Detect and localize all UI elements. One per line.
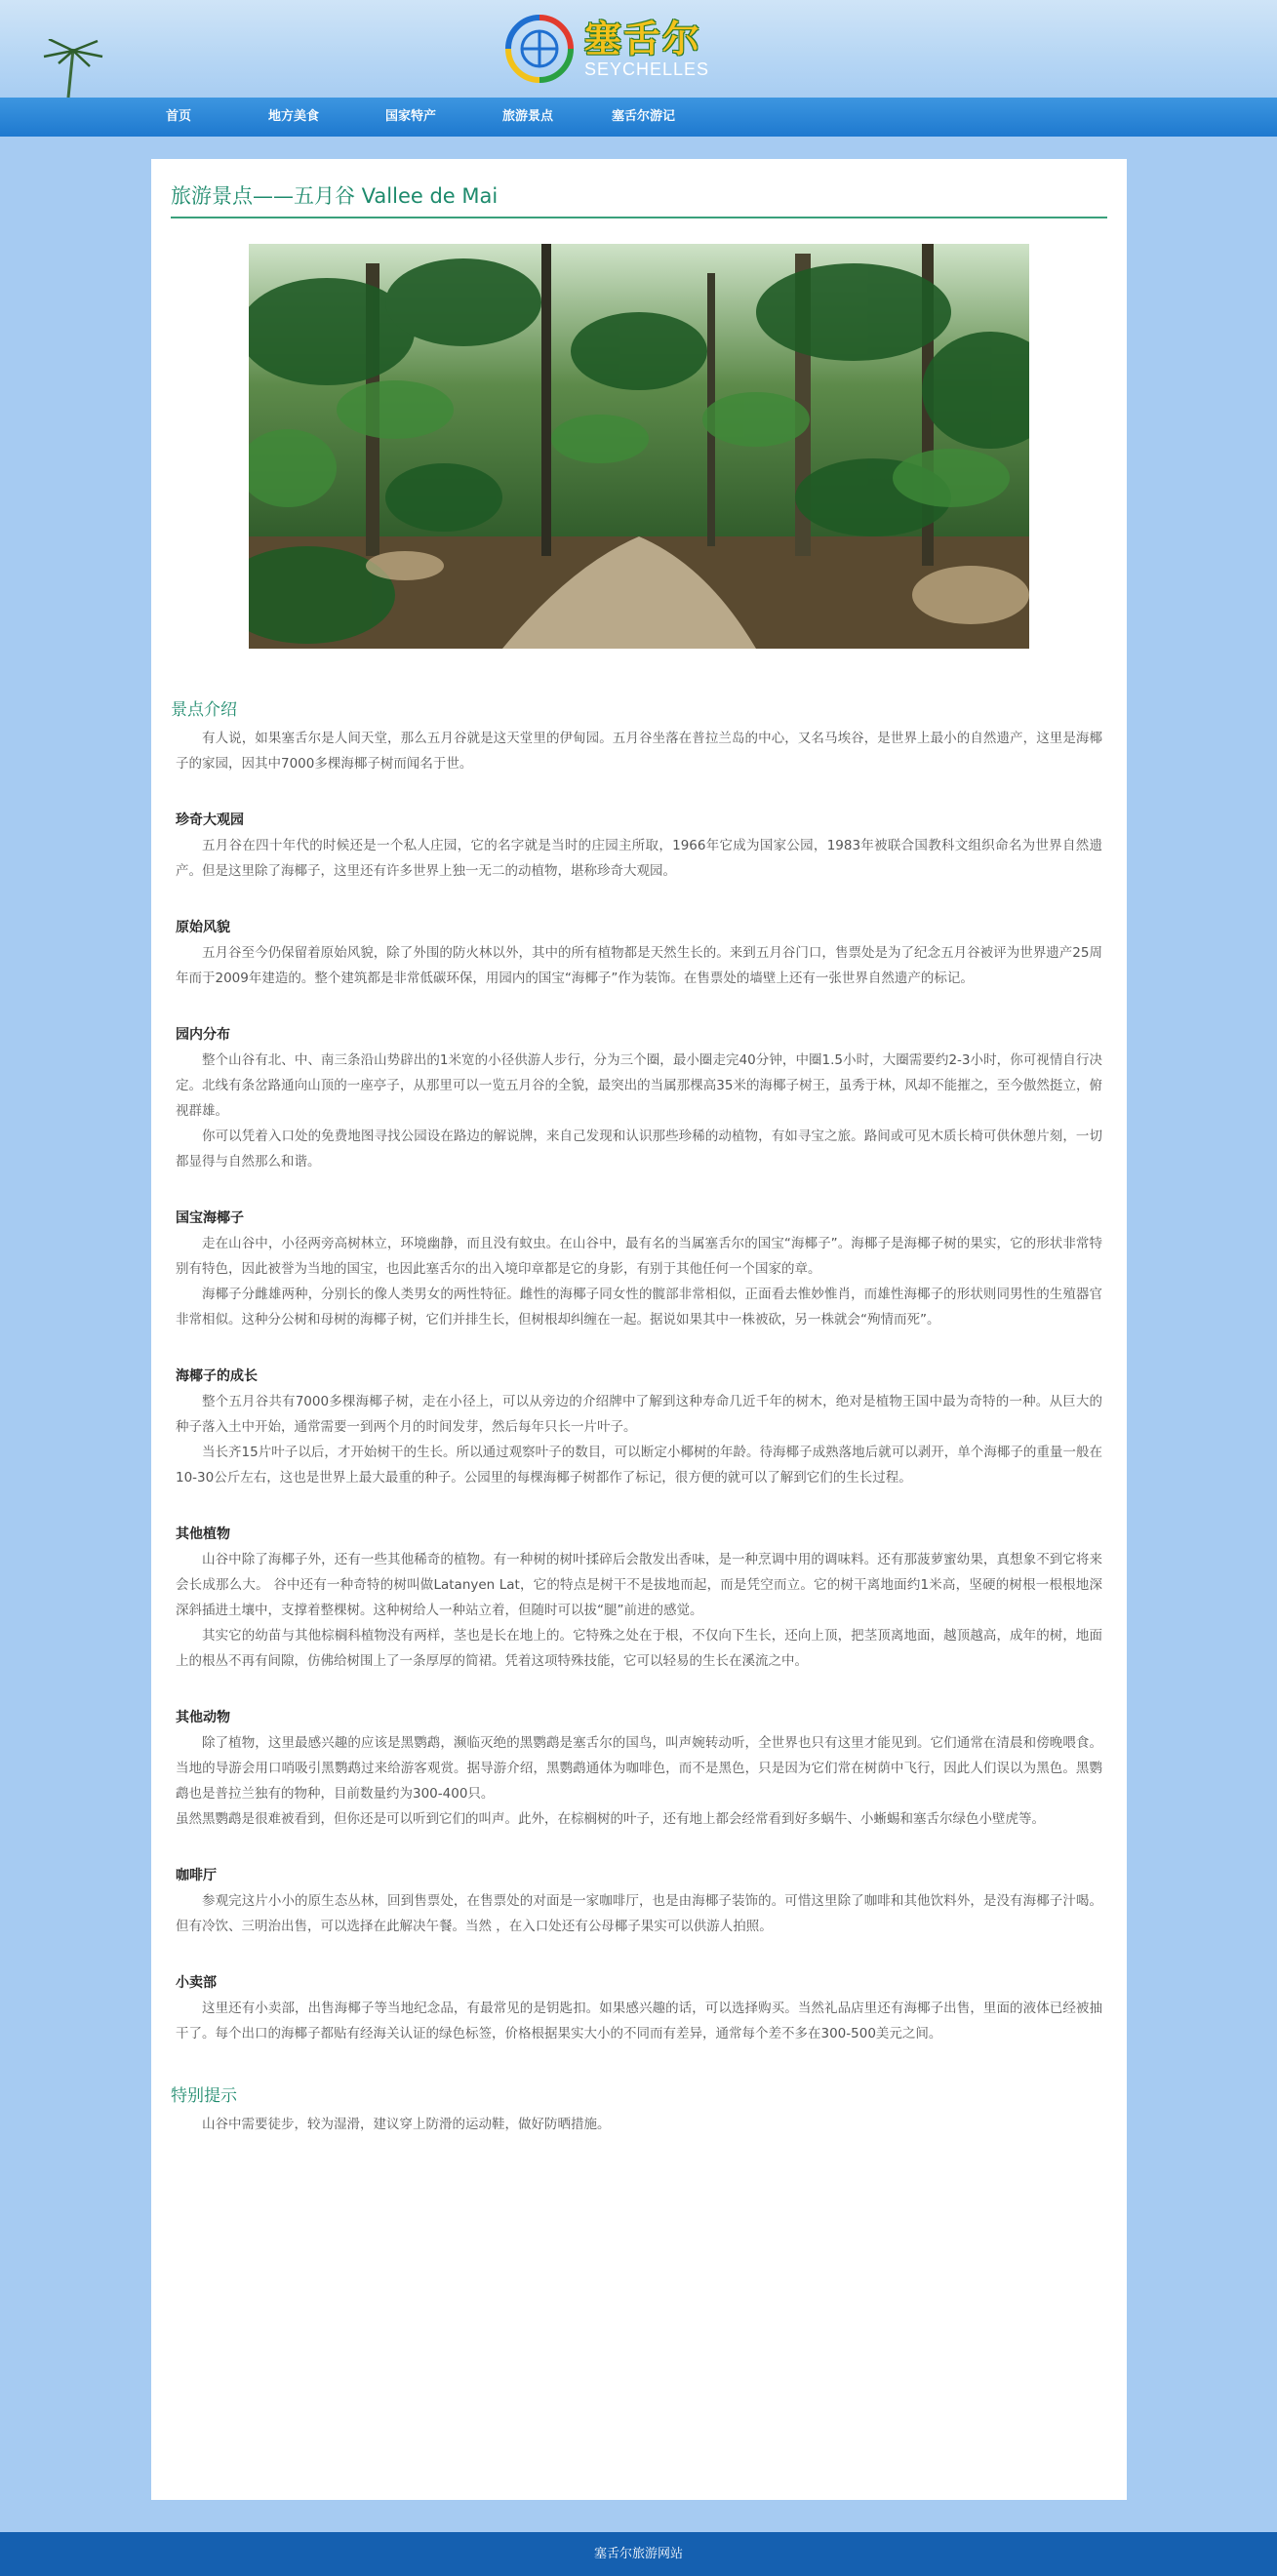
page-title: 旅游景点——五月谷 Vallee de Mai [171,180,1107,218]
nav-item-food[interactable]: 地方美食 [268,109,320,124]
logo-text-cn: 塞舌尔 [584,18,702,60]
section-paragraph: 这里还有小卖部，出售海椰子等当地纪念品，有最常见的是钥匙扣。如果感兴趣的话，可以选择购买。当然礼品店里还有海椰子出售，里面的液体已经被抽干了。每个出口的海椰子都贴有经海关认证的绿色标签，价格根据果实大小的不同而有差异，通常每个差不多在300-500美元之间。 [176,2001,1102,2041]
section-heading: 国宝海椰子 [176,1210,244,1226]
section-heading: 原始风貌 [176,920,230,935]
nav-item-home[interactable]: 首页 [166,109,192,124]
section-paragraph: 五月谷在四十年代的时候还是一个私人庄园，它的名字就是当时的庄园主所取，1966年它成为国家公园，1983年被联合国教科文组织命名为世界自然遗产。但是这里除了海椰子，这里还有许多世界上独一无二的动植物，堪称珍奇大观园。 [176,838,1102,879]
section-paragraph: 参观完这片小小的原生态丛林，回到售票处，在售票处的对面是一家咖啡厅，也是由海椰子装饰的。可惜这里除了咖啡和其他饮料外，是没有海椰子汁喝。但有冷饮、三明治出售，可以选择在此解决午餐。当然 ，在入口处还有公母椰子果实可以供游人拍照。 [176,1893,1102,1934]
intro-paragraph: 有人说，如果塞舌尔是人间天堂，那么五月谷就是这天堂里的伊甸园。五月谷坐落在普拉兰岛的中心，又名马埃谷，是世界上最小的自然遗产，这里是海椰子的家园，因其中7000多棵海椰子树而闻名于世。 [176,731,1102,772]
section-paragraph: 其实它的幼苗与其他棕榈科植物没有两样，茎也是长在地上的。它特殊之处在于根，不仅向下生长，还向上顶，把茎顶离地面，越顶越高，成年的树，地面上的根丛不再有间隙，仿佛给树围上了一条厚厚的简裙。凭着这项特殊技能，它可以轻易的生长在溪流之中。 [176,1628,1102,1669]
section-paragraph: 整个五月谷共有7000多棵海椰子树，走在小径上，可以从旁边的介绍牌中了解到这种寿命几近千年的树木，绝对是植物王国中最为奇特的一种。从巨大的种子落入土中开始，通常需要一到两个月的时间发芽，然后每年只长一片叶子。 [176,1394,1102,1435]
section-heading: 珍奇大观园 [176,812,244,828]
tips-paragraph: 山谷中需要徒步，较为湿滑，建议穿上防滑的运动鞋，做好防晒措施。 [202,2117,611,2132]
nav-item-attractions[interactable]: 旅游景点 [502,109,554,124]
section-paragraph: 除了植物，这里最感兴趣的应该是黑鹦鹉，濒临灭绝的黑鹦鹉是塞舌尔的国鸟，叫声婉转动听，全世界也只有这里才能见到。它们通常在清晨和傍晚喂食。当地的导游会用口哨吸引黑鹦鹉过来给游客观赏。据导游介绍，黑鹦鹉通体为咖啡色，而不是黑色，只是因为它们常在树荫中飞行，因此人们误以为黑色。黑鹦鹉也是普拉兰独有的物种，目前数量约为300-400只。 [176,1735,1102,1802]
section-paragraph: 五月谷至今仍保留着原始风貌，除了外围的防火林以外，其中的所有植物都是天然生长的。来到五月谷门口，售票处是为了纪念五月谷被评为世界遗产25周年而于2009年建造的。整个建筑都是非常低碳环保，用园内的国宝“海椰子”作为装饰。在售票处的墙壁上还有一张世界自然遗产的标记。 [176,945,1102,986]
section-heading: 咖啡厅 [176,1868,217,1883]
section-heading: 其他植物 [176,1526,230,1542]
section-heading: 小卖部 [176,1975,217,1991]
palm-leaf-decoration [29,39,107,98]
main-nav [0,98,1277,137]
site-logo[interactable] [502,8,737,90]
logo-globe-icon [502,12,577,86]
section-paragraph: 虽然黑鹦鹉是很难被看到，但你还是可以听到它们的叫声。此外，在棕榈树的叶子，还有地上都会经常看到好多蜗牛、小蜥蜴和塞舌尔绿色小壁虎等。 [176,1811,1045,1827]
site-header [0,0,1277,98]
section-heading: 园内分布 [176,1027,230,1043]
nav-item-specialty[interactable]: 国家特产 [385,109,437,124]
tips-heading: 特别提示 [171,2086,237,2106]
content-panel [151,159,1127,2500]
intro-heading: 景点介绍 [171,700,237,720]
section-paragraph: 山谷中除了海椰子外，还有一些其他稀奇的植物。有一种树的树叶揉碎后会散发出香味，是一种烹调中用的调味料。还有那菠萝蜜幼果，真想象不到它将来会长成那么大。 谷中还有一种奇特的树叫做Latanyen Lat，它的特点是树干不是拔地而起，而是凭空而立。它的树干离地面约1米高，坚硬的树根一根根地深深斜插进土壤中，支撑着整棵树。这种树给人一种站立着，但随时可以拔“腿”前进的感觉。 [176,1552,1102,1618]
nav-item-travelogue[interactable]: 塞舌尔游记 [612,109,676,124]
footer-text: 塞舌尔旅游网站 [593,2547,683,2561]
section-paragraph: 当长齐15片叶子以后，才开始树干的生长。所以通过观察叶子的数目，可以断定小椰树的年龄。待海椰子成熟落地后就可以剥开，单个海椰子的重量一般在10-30公斤左右，这也是世界上最大最重的种子。公园里的每棵海椰子树都作了标记，很方便的就可以了解到它们的生长过程。 [176,1445,1102,1486]
section-paragraph: 海椰子分雌雄两种，分别长的像人类男女的两性特征。雌性的海椰子同女性的髋部非常相似，正面看去惟妙惟肖，而雄性海椰子的形状则同男性的生殖器官非常相似。这种分公树和母树的海椰子树，它们并排生长，但树根却纠缠在一起。据说如果其中一株被砍，另一株就会“殉情而死”。 [176,1287,1102,1328]
logo-text-en: SEYCHELLES [584,59,710,79]
section-paragraph: 整个山谷有北、中、南三条沿山势辟出的1米宽的小径供游人步行，分为三个圈，最小圈走完40分钟，中圈1.5小时，大圈需要约2-3小时，你可视情自行决定。北线有条岔路通向山顶的一座亭子，从那里可以一览五月谷的全貌，最突出的当属那棵高35米的海椰子树王，虽秀于林，风却不能摧之，至今傲然挺立，俯视群雄。 [176,1052,1102,1119]
section-heading: 其他动物 [176,1710,230,1725]
site-footer [0,2532,1277,2576]
section-heading: 海椰子的成长 [176,1368,258,1384]
section-paragraph: 你可以凭着入口处的免费地图寻找公园设在路边的解说牌，来自己发现和认识那些珍稀的动植物，有如寻宝之旅。路间或可见木质长椅可供休憩片刻，一切都显得与自然那么和谐。 [176,1129,1102,1169]
hero-image-forest [249,244,1029,649]
section-paragraph: 走在山谷中，小径两旁高树林立，环境幽静，而且没有蚊虫。在山谷中，最有名的当属塞舌尔的国宝“海椰子”。海椰子是海椰子树的果实，它的形状非常特别有特色，因此被誉为当地的国宝，也因此塞舌尔的出入境印章都是它的身影，有别于其他任何一个国家的章。 [176,1236,1102,1277]
